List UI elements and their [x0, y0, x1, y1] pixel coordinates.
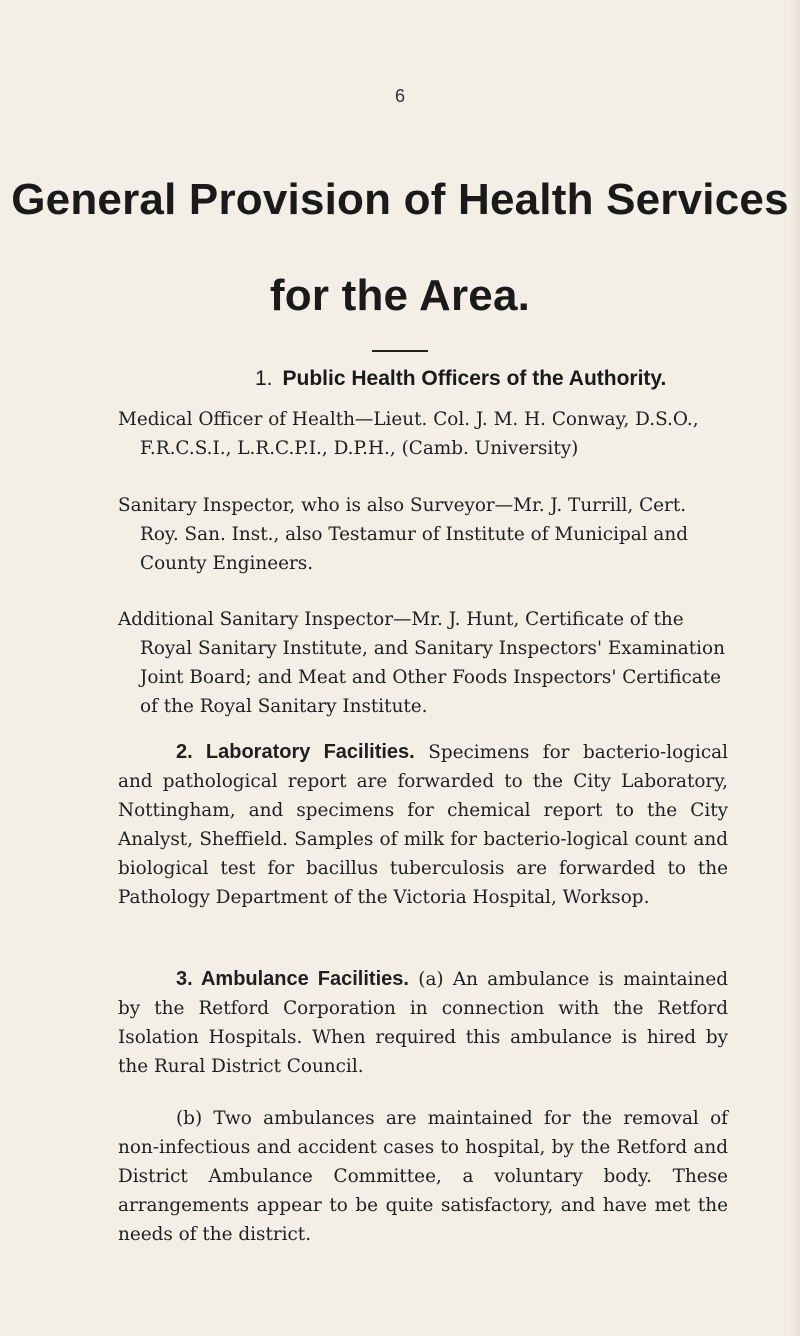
- section-3-number: 3.: [176, 968, 193, 990]
- section-3-heading: [176, 968, 409, 990]
- section-2-heading: [176, 741, 415, 763]
- page-title: [0, 152, 800, 344]
- section-2-title: Laboratory Facilities.: [205, 741, 415, 763]
- section-1-number: 1.: [255, 367, 273, 390]
- section-2-number: 2.: [176, 741, 193, 763]
- section-3-text-a: (a) An ambulance is maintained by the Retford Corporation in connection with the Retford Isolation Hospitals. When required this ambulance is hired by the Rural District Council.: [118, 969, 728, 1077]
- title-line-2: for the Area.: [269, 271, 531, 320]
- section-2-text: Specimens for bacterio-logical and pathological report are forwarded to the City Laboratory, Nottingham, and specimens for chemical report to the City Analyst, Sheffield. Samples of milk for bacterio-logical count and biological test for bacillus tuberculosis are forwarded to the Pathology Department of the Victoria Hospital, Worksop.: [118, 742, 728, 908]
- section-2-paragraph: [118, 738, 728, 912]
- sanitary-inspector-paragraph: Sanitary Inspector, who is also Surveyor—Mr. J. Turrill, Cert. Roy. San. Inst., also Testamur of Institute of Municipal and County Engineers.: [118, 495, 689, 574]
- medical-officer-paragraph: Medical Officer of Health—Lieut. Col. J. M. H. Conway, D.S.O., F.R.C.S.I., L.R.C.P.I., D.P.H., (Camb. University): [118, 409, 699, 459]
- title-line-1: General Provision of Health Services: [11, 175, 789, 224]
- section-1-heading: [255, 367, 666, 391]
- section-1-title: Public Health Officers of the Authority.: [282, 367, 667, 390]
- divider: [372, 350, 428, 352]
- section-3-paragraph-a: [118, 965, 728, 1081]
- section-3-paragraph-b: (b) Two ambulances are maintained for the removal of non-infectious and accident cases to hospital, by the Retford and District Ambulance Committee, a voluntary body. These arrangements appear to be quite satisfactory, and have met the needs of the district.: [118, 1108, 728, 1245]
- page-edge: [790, 0, 800, 1336]
- page-number: 6: [394, 86, 405, 106]
- section-3-title: Ambulance Facilities.: [200, 968, 409, 990]
- additional-inspector-paragraph: Additional Sanitary Inspector—Mr. J. Hunt, Certificate of the Royal Sanitary Institute, and Sanitary Inspectors' Examination Joint Board; and Meat and Other Foods Inspectors' Certificate of the Royal Sanitary Institute.: [118, 609, 725, 717]
